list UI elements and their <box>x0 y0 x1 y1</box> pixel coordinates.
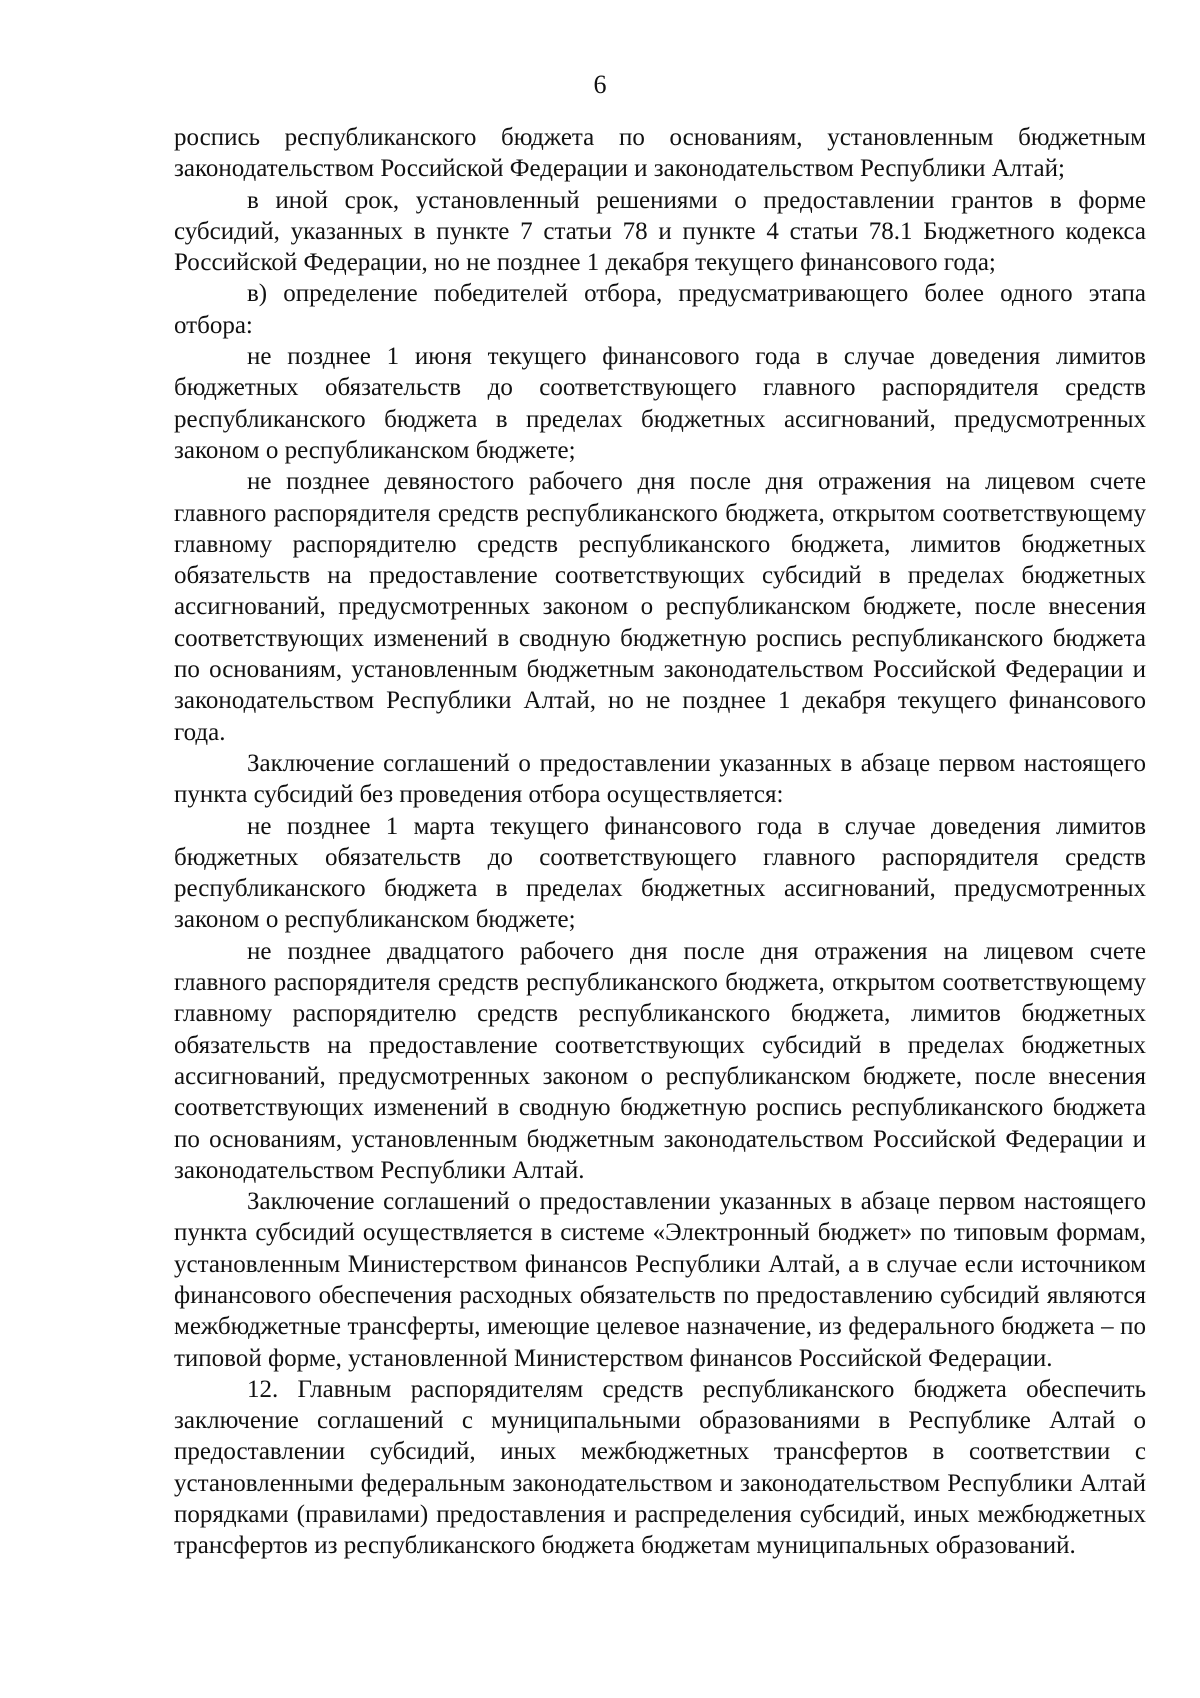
paragraph-grant-deadline: в иной срок, установленный решениями о предоставлении грантов в форме субсидий, указанных в пункте 7 статьи 78 и пункте 4 статьи 78.1 Бюджетного кодекса Российской Федерации, но не позднее 1 декабря текущего финансового года; <box>174 186 1146 277</box>
paragraph-twentieth-day: не позднее двадцатого рабочего дня после дня отражения на лицевом счете главного распорядителя средств республиканского бюджета, открытом соответствующему главному распорядителю средств республиканского бюджета, лимитов бюджетных обязательств на предоставление соответствующих субсидий в пределах бюджетных ассигнований, предусмотренных законом о республиканском бюджете, после внесения соответствующих изменений в сводную бюджетную роспись республиканского бюджета по основаниям, установленным бюджетным законодательством Российской Федерации и законодательством Республики Алтай. <box>174 937 1146 1184</box>
paragraph-ninetieth-day: не позднее девяностого рабочего дня после дня отражения на лицевом счете главного распорядителя средств республиканского бюджета, открытом соответствующему главному распорядителю средств республиканского бюджета, лимитов бюджетных обязательств на предоставление соответствующих субсидий в пределах бюджетных ассигнований, предусмотренных законом о республиканском бюджете, после внесения соответствующих изменений в сводную бюджетную роспись республиканского бюджета по основаниям, установленным бюджетным законодательством Российской Федерации и законодательством Республики Алтай, но не позднее 1 декабря текущего финансового года. <box>174 468 1146 746</box>
paragraph-item-v: в) определение победителей отбора, предусматривающего более одного этапа отбора: <box>174 280 1146 339</box>
paragraph-electronic-budget: Заключение соглашений о предоставлении указанных в абзаце первом настоящего пункта субсидий осуществляется в системе «Электронный бюджет» по типовым формам, установленным Министерством финансов Республики Алтай, а в случае если источником финансового обеспечения расходных обязательств по предоставлению субсидий являются межбюджетные трансферты, имеющие целевое назначение, из федерального бюджета – по типовой форме, установленной Министерством финансов Российской Федерации. <box>174 1188 1146 1372</box>
paragraph-without-selection: Заключение соглашений о предоставлении указанных в абзаце первом настоящего пункта субсидий без проведения отбора осуществляется: <box>174 749 1146 809</box>
paragraph-june-deadline: не позднее 1 июня текущего финансового года в случае доведения лимитов бюджетных обязательств до соответствующего главного распорядителя средств республиканского бюджета в пределах бюджетных ассигнований, предусмотренных законом о республиканском бюджете; <box>174 343 1146 464</box>
page-number: 6 <box>593 70 607 99</box>
paragraph-continuation: роспись республиканского бюджета по основаниям, установленным бюджетным законодательством Российской Федерации и законодательством Республики Алтай; <box>174 124 1146 183</box>
paragraph-item-12: 12. Главным распорядителям средств республиканского бюджета обеспечить заключение соглашений с муниципальными образованиями в Республике Алтай о предоставлении субсидий, иных межбюджетных трансфертов в соответствии с установленными федеральным законодательством и законодательством Республики Алтай порядками (правилами) предоставления и распределения субсидий, иных межбюджетных трансфертов из республиканского бюджета бюджетам муниципальных образований. <box>174 1375 1146 1560</box>
document-body <box>174 122 1146 1562</box>
paragraph-march-deadline: не позднее 1 марта текущего финансового года в случае доведения лимитов бюджетных обязательств до соответствующего главного распорядителя средств республиканского бюджета в пределах бюджетных ассигнований, предусмотренных законом о республиканском бюджете; <box>174 812 1146 934</box>
